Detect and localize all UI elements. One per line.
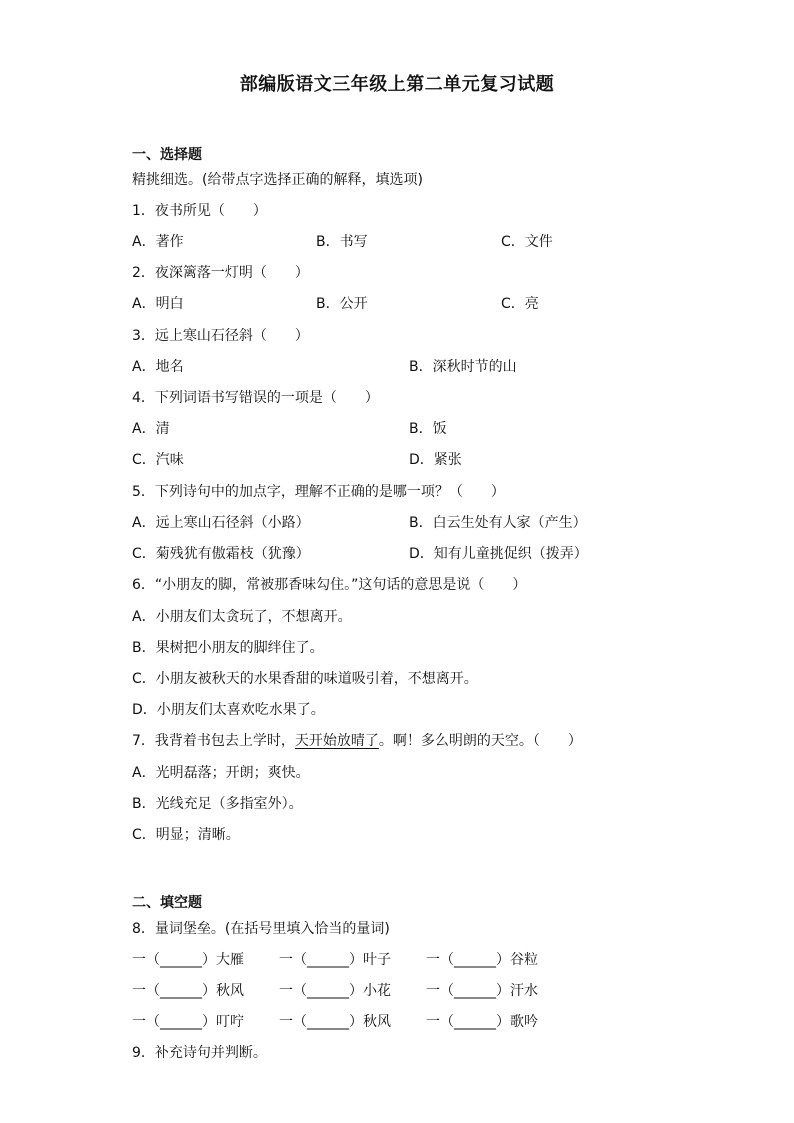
question-5-options-row1 (132, 512, 732, 534)
measure-word-row-2 (132, 980, 692, 1002)
option-d[interactable]: D．知有儿童挑促织（拨弄） (409, 546, 588, 562)
question-1-options (132, 231, 732, 253)
option-b[interactable]: B．深秋时节的山 (409, 359, 517, 375)
question-3-stem: 3．远上寒山石径斜（ ） (132, 328, 309, 344)
question-2-stem: 2．夜深篱落一灯明（ ） (132, 265, 309, 281)
question-8-stem: 8．量词堡垒。(在括号里填入恰当的量词) (132, 921, 390, 937)
question-6-option-c[interactable]: C．小朋友被秋天的水果香甜的味道吸引着，不想离开。 (132, 671, 478, 687)
question-9-stem: 9．补充诗句并判断。 (132, 1045, 267, 1061)
instruction-text: 精挑细选。(给带点字选择正确的解释，填选项) (132, 172, 423, 188)
blank-cell[interactable]: 一（______）歌吟 (426, 1014, 538, 1030)
question-7-stem (132, 730, 582, 752)
question-6-option-a[interactable]: A．小朋友们太贪玩了，不想离开。 (132, 609, 352, 625)
question-4-options-row1 (132, 418, 732, 440)
question-5-stem: 5．下列诗句中的加点字，理解不正确的是哪一项？（ ） (132, 484, 505, 500)
measure-word-row-3 (132, 1011, 692, 1033)
question-7-option-a[interactable]: A．光明磊落；开朗；爽快。 (132, 765, 310, 781)
question-6-option-d[interactable]: D．小朋友们太喜欢吃水果了。 (132, 702, 325, 718)
question-4-stem: 4．下列词语书写错误的一项是（ ） (132, 390, 379, 406)
question-5-options-row2 (132, 543, 732, 565)
option-a[interactable]: A．著作 (132, 234, 184, 250)
question-2-options (132, 293, 732, 315)
question-6-option-b[interactable]: B．果树把小朋友的脚绊住了。 (132, 640, 324, 656)
section-heading-choice: 一、选择题 (132, 147, 202, 163)
page-title: 部编版语文三年级上第二单元复习试题 (239, 74, 555, 95)
question-4-options-row2 (132, 449, 732, 471)
blank-cell[interactable]: 一（______）秋风 (279, 1014, 391, 1030)
blank-cell[interactable]: 一（______）小花 (279, 983, 391, 999)
blank-cell[interactable]: 一（______）叮咛 (132, 1014, 244, 1030)
blank-cell[interactable]: 一（______）叶子 (279, 952, 391, 968)
measure-word-row-1 (132, 949, 692, 971)
option-a[interactable]: A．清 (132, 421, 170, 437)
question-3-options (132, 356, 732, 378)
option-c[interactable]: C．菊残犹有傲霜枝（犹豫） (132, 546, 310, 562)
option-c[interactable]: C．亮 (501, 296, 539, 312)
underlined-phrase: 天开始放晴了 (294, 733, 379, 749)
option-b[interactable]: B．饭 (409, 421, 447, 437)
blank-cell[interactable]: 一（______）秋风 (132, 983, 244, 999)
question-1-stem: 1．夜书所见（ ） (132, 203, 267, 219)
question-7-stem-post: 。啊！多么明朗的天空。（ ） (378, 733, 582, 749)
blank-cell[interactable]: 一（______）大雁 (132, 952, 244, 968)
option-a[interactable]: A．远上寒山石径斜（小路） (132, 515, 310, 531)
option-b[interactable]: B．书写 (316, 234, 368, 250)
blank-cell[interactable]: 一（______）谷粒 (426, 952, 538, 968)
option-b[interactable]: B．白云生处有人家（产生） (409, 515, 587, 531)
question-7-stem-pre: 7．我背着书包去上学时， (132, 733, 295, 749)
question-7-option-b[interactable]: B．光线充足（多指室外）。 (132, 796, 303, 812)
option-b[interactable]: B．公开 (316, 296, 368, 312)
option-c[interactable]: C．汽味 (132, 452, 184, 468)
option-a[interactable]: A．明白 (132, 296, 184, 312)
section-heading-fill: 二、填空题 (132, 895, 202, 911)
question-7-option-c[interactable]: C．明显；清晰。 (132, 827, 240, 843)
option-a[interactable]: A．地名 (132, 359, 184, 375)
option-c[interactable]: C．文件 (501, 234, 553, 250)
question-6-stem: 6．“小朋友的脚，常被那香味勾住。”这句话的意思是说（ ） (132, 577, 527, 593)
blank-cell[interactable]: 一（______）汗水 (426, 983, 538, 999)
option-d[interactable]: D．紧张 (409, 452, 462, 468)
